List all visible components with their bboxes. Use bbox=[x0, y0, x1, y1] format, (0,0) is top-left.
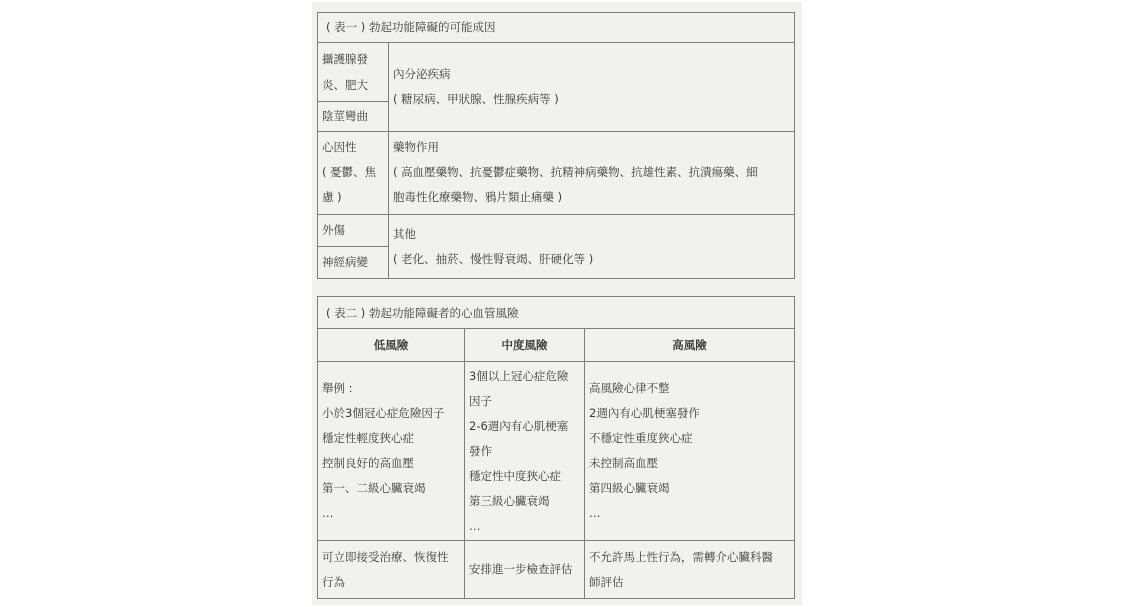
table-cell: 可立即接受治療、恢復性 行為 bbox=[318, 541, 465, 599]
column-header-high-risk: 高風險 bbox=[585, 329, 795, 362]
table-caption: ( 表一 ) 勃起功能障礙的可能成因 bbox=[318, 13, 795, 43]
table-cell: 神經病變 bbox=[318, 247, 389, 279]
table-cell: 藥物作用 ( 高血壓藥物、抗憂鬱症藥物、抗精神病藥物、抗雄性素、抗潰瘍藥、細 胞毒性化療藥物、鴉片類止痛藥 ) bbox=[389, 132, 795, 215]
table-causes bbox=[317, 12, 795, 279]
table-cell: 心因性 ( 憂鬱、焦 慮 ) bbox=[318, 132, 389, 215]
column-header-moderate-risk: 中度風險 bbox=[465, 329, 585, 362]
table-cell: 不允許馬上性行為，需轉介心臟科醫 師評估 bbox=[585, 541, 795, 599]
table-cell: 安排進一步檢查評估 bbox=[465, 541, 585, 599]
table-cell: 攝護腺發 炎、肥大 bbox=[318, 43, 389, 102]
table-cell: 高風險心律不整 2週內有心肌梗塞發作 不穩定性重度狹心症 未控制高血壓 第四級心臟衰竭 … bbox=[585, 362, 795, 541]
table-cell: 3個以上冠心症危險 因子 2-6週內有心肌梗塞 發作 穩定性中度狹心症 第三級心臟衰竭 … bbox=[465, 362, 585, 541]
table-cell: 其他 ( 老化、抽菸、慢性腎衰竭、肝硬化等 ) bbox=[389, 215, 795, 279]
table-cell: 內分泌疾病 ( 糖尿病、甲狀腺、性腺疾病等 ) bbox=[389, 43, 795, 132]
table-cardiovascular-risk bbox=[317, 296, 795, 599]
table-caption: ( 表二 ) 勃起功能障礙者的心血管風險 bbox=[318, 297, 795, 329]
table-cell: 舉例 : 小於3個冠心症危險因子 穩定性輕度狹心症 控制良好的高血壓 第一、二級心臟衰竭 … bbox=[318, 362, 465, 541]
table-cell: 陰莖彎曲 bbox=[318, 102, 389, 132]
column-header-low-risk: 低風險 bbox=[318, 329, 465, 362]
table-cell: 外傷 bbox=[318, 215, 389, 247]
